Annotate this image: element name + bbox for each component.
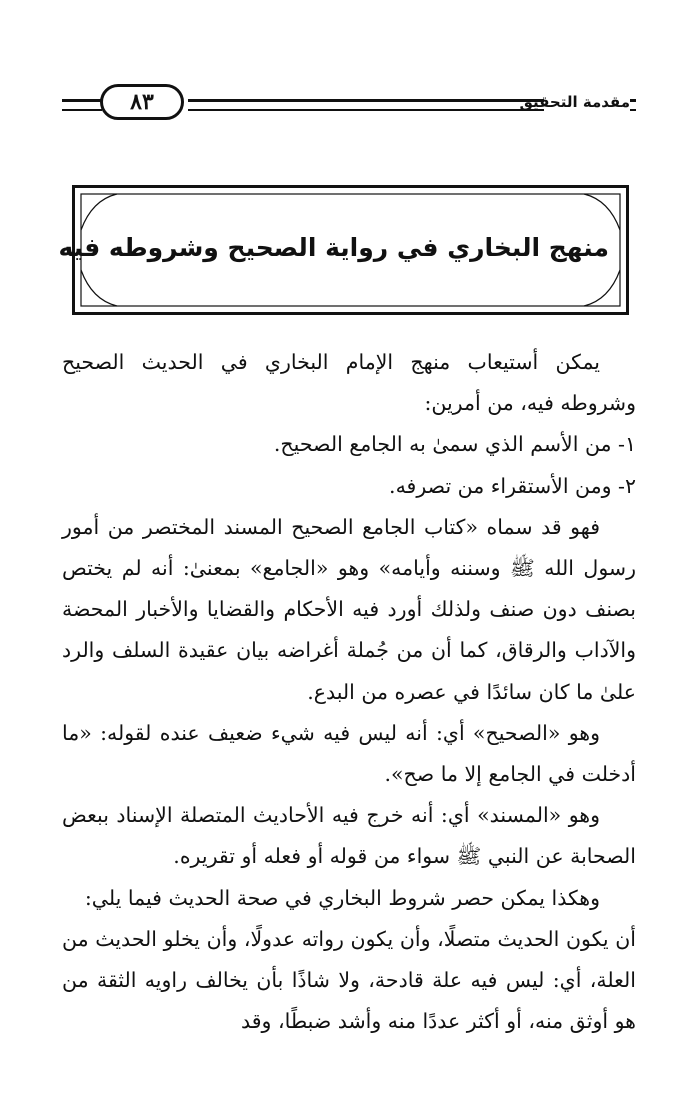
- running-title: مقدمة التحقيق: [519, 93, 630, 111]
- page-number-badge: ٨٣: [100, 84, 184, 120]
- paragraph-intro: يمكن أستيعاب منهج الإمام البخاري في الحديث الصحيح وشروطه فيه، من أمرين:: [62, 350, 636, 416]
- list-item-2: ٢- ومن الأستقراء من تصرفه.: [389, 473, 636, 498]
- header-rule-middle: [188, 99, 544, 111]
- paragraph-conditions: أن يكون الحديث متصلًا، وأن يكون رواته عدولًا، وأن يخلو الحديث من العلة، أي: ليس فيه علة قادحة، ولا شاذًا بأن يخالف راويه الثقة من هو أوثق منه، أو أكثر عددًا منه وأشد ضبطًا، وقد: [62, 926, 636, 1034]
- paragraph-musnad: وهو «المسند» أي: أنه خرج فيه الأحاديث المتصلة الإسناد ببعض الصحابة عن النبي ﷺ سواء من قوله أو فعله أو تقريره.: [62, 803, 636, 869]
- header-rule-left: [62, 99, 102, 111]
- chapter-title-frame: [58, 185, 629, 315]
- list-item-1: ١- من الأسم الذي سمىٰ به الجامع الصحيح.: [273, 432, 636, 457]
- body-text: [62, 342, 636, 1042]
- paragraph-jami: فهو قد سماه «كتاب الجامع الصحيح المسند المختصر من أمور رسول الله ﷺ وسننه وأيامه» وهو «الجامع» بمعنىٰ: أنه لم يختص بصنف دون صنف ولذلك أورد فيه الأحكام والقضايا والأخبار المحضة والآداب والرقاق، كما أن من جُملة أغراضه بيان عقيدة السلف والرد علىٰ ما كان سائدًا في عصره من البدع.: [62, 514, 636, 704]
- running-header: [62, 82, 636, 126]
- header-rule-right: [630, 99, 636, 111]
- paragraph-conditions-intro: وهكذا يمكن حصر شروط البخاري في صحة الحديث فيما يلي:: [84, 885, 600, 910]
- chapter-title: منهج البخاري في رواية الصحيح وشروطه فيه: [58, 233, 609, 262]
- paragraph-sahih: وهو «الصحيح» أي: أنه ليس فيه شيء ضعيف عنده لقوله: «ما أدخلت في الجامع إلا ما صح».: [62, 720, 636, 787]
